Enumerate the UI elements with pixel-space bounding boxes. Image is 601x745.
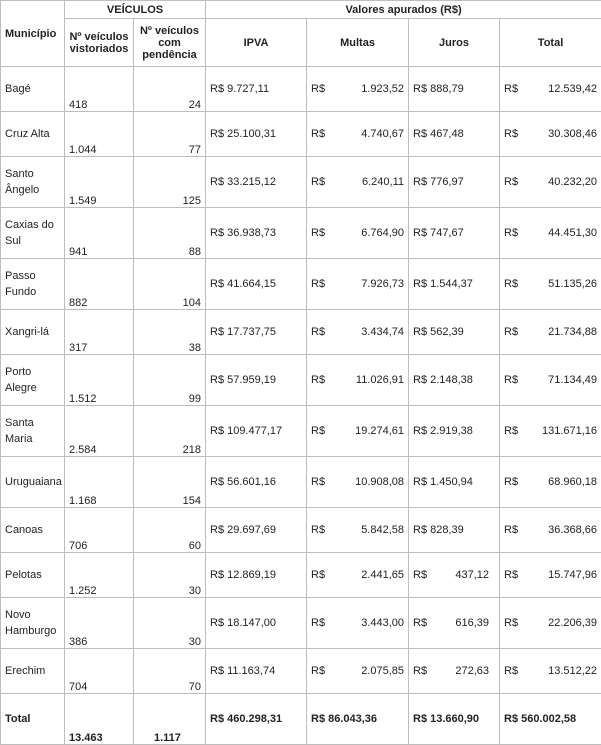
- cell-ipva: [206, 157, 307, 208]
- currency-label: R$: [311, 128, 325, 140]
- cell-value: 4.740,67: [361, 128, 404, 140]
- cell-multas: [307, 67, 409, 112]
- cell-vistoriados: 1.512: [65, 355, 134, 406]
- cell-vistoriados: 2.584: [65, 406, 134, 457]
- currency-label: R$: [504, 617, 518, 629]
- currency-label: R$: [504, 83, 518, 95]
- currency-label: R$: [504, 476, 518, 488]
- table-row: [1, 259, 601, 310]
- cell-ipva: [206, 457, 307, 508]
- cell-juros: [409, 508, 500, 553]
- cell-value: 29.697,69: [227, 524, 276, 536]
- currency-label: R$: [413, 617, 427, 629]
- cell-total: [500, 355, 601, 406]
- cell-value: 40.232,20: [548, 176, 597, 188]
- cell-vistoriados: 704: [65, 649, 134, 694]
- cell-vistoriados: 941: [65, 208, 134, 259]
- cell-value: 7.926,73: [361, 278, 404, 290]
- header-multas: Multas: [307, 19, 409, 67]
- currency-label: R$: [413, 713, 427, 725]
- cell-multas: [307, 355, 409, 406]
- currency-label: R$: [413, 128, 427, 140]
- cell-juros: [409, 598, 500, 649]
- cell-value: 19.274,61: [355, 425, 404, 437]
- currency-label: R$: [413, 569, 427, 581]
- cell-ipva: [206, 259, 307, 310]
- cell-value: 57.959,19: [227, 374, 276, 386]
- header-municipio: Município: [1, 1, 65, 67]
- currency-label: R$: [311, 176, 325, 188]
- currency-label: R$: [413, 425, 427, 437]
- cell-municipio: Santo Ângelo: [1, 157, 65, 208]
- cell-value: 71.134,49: [548, 374, 597, 386]
- cell-vistoriados: 1.044: [65, 112, 134, 157]
- cell-vistoriados: 1.168: [65, 457, 134, 508]
- cell-municipio: Pelotas: [1, 553, 65, 598]
- cell-juros: [409, 355, 500, 406]
- table-row: [1, 598, 601, 649]
- cell-total: [500, 208, 601, 259]
- currency-label: R$: [504, 425, 518, 437]
- cell-ipva: [206, 208, 307, 259]
- currency-label: R$: [210, 374, 224, 386]
- cell-municipio: Canoas: [1, 508, 65, 553]
- currency-label: R$: [413, 176, 427, 188]
- cell-ipva: [206, 112, 307, 157]
- currency-label: R$: [210, 425, 224, 437]
- cell-ipva: [206, 355, 307, 406]
- cell-value: 11.026,91: [356, 374, 404, 386]
- cell-municipio: Bagé: [1, 67, 65, 112]
- cell-value: 3.443,00: [361, 617, 404, 629]
- currency-label: R$: [311, 665, 325, 677]
- cell-pendencia: 104: [134, 259, 206, 310]
- cell-total: [500, 310, 601, 355]
- table-row: [1, 112, 601, 157]
- cell-pendencia: 30: [134, 598, 206, 649]
- cell-value: 33.215,12: [227, 176, 276, 188]
- cell-value: 2.919,38: [430, 425, 473, 437]
- cell-pendencia: 70: [134, 649, 206, 694]
- cell-municipio: Porto Alegre: [1, 355, 65, 406]
- currency-label: R$: [210, 128, 224, 140]
- currency-label: R$: [413, 524, 427, 536]
- cell-ipva: [206, 598, 307, 649]
- cell-value: 828,39: [430, 524, 464, 536]
- header-juros: Juros: [409, 19, 500, 67]
- header-veiculos: VEÍCULOS: [65, 1, 206, 19]
- currency-label: R$: [311, 278, 325, 290]
- currency-label: R$: [311, 227, 325, 239]
- currency-label: R$: [210, 326, 224, 338]
- cell-juros: [409, 67, 500, 112]
- currency-label: R$: [210, 713, 224, 725]
- cell-total: [500, 553, 601, 598]
- cell-pendencia: 60: [134, 508, 206, 553]
- cell-pendencia: 30: [134, 553, 206, 598]
- cell-value: 109.477,17: [227, 425, 282, 437]
- cell-multas: [307, 310, 409, 355]
- currency-label: R$: [504, 713, 518, 725]
- cell-value: 15.747,96: [548, 569, 597, 581]
- cell-ipva: [206, 406, 307, 457]
- table-row: [1, 67, 601, 112]
- header-ipva: IPVA: [206, 19, 307, 67]
- currency-label: R$: [311, 425, 325, 437]
- cell-multas: [307, 598, 409, 649]
- cell-value: 1.544,37: [430, 278, 473, 290]
- cell-multas: [307, 553, 409, 598]
- cell-value: 17.737,75: [227, 326, 276, 338]
- cell-vistoriados: 386: [65, 598, 134, 649]
- totals-juros: R$ 13.660,90: [409, 694, 500, 745]
- table-row: [1, 157, 601, 208]
- currency-label: R$: [210, 569, 224, 581]
- cell-value: 11.163,74: [227, 665, 275, 677]
- currency-label: R$: [210, 83, 224, 95]
- cell-total: [500, 112, 601, 157]
- cell-pendencia: 88: [134, 208, 206, 259]
- totals-total: R$ 560.002,58: [500, 694, 601, 745]
- cell-vistoriados: 882: [65, 259, 134, 310]
- cell-juros: [409, 259, 500, 310]
- cell-value: 2.075,85: [361, 665, 404, 677]
- cell-juros: [409, 310, 500, 355]
- cell-vistoriados: 418: [65, 67, 134, 112]
- cell-value: 272,63: [455, 665, 489, 677]
- cell-municipio: Caxias do Sul: [1, 208, 65, 259]
- cell-juros: [409, 157, 500, 208]
- table-row: [1, 457, 601, 508]
- table-row: [1, 208, 601, 259]
- currency-label: R$: [504, 128, 518, 140]
- cell-multas: [307, 649, 409, 694]
- currency-label: R$: [413, 326, 427, 338]
- currency-label: R$: [413, 227, 427, 239]
- cell-vistoriados: 706: [65, 508, 134, 553]
- totals-multas: R$ 86.043,36: [307, 694, 409, 745]
- cell-value: 36.938,73: [227, 227, 276, 239]
- currency-label: R$: [504, 227, 518, 239]
- header-vistoriados: Nº veículos vistoriados: [65, 19, 134, 67]
- cell-total: [500, 157, 601, 208]
- currency-label: R$: [311, 713, 325, 725]
- cell-value: 562,39: [430, 326, 464, 338]
- cell-pendencia: 24: [134, 67, 206, 112]
- totals-vistoriados: 13.463: [65, 694, 134, 745]
- cell-ipva: [206, 553, 307, 598]
- table-row: [1, 553, 601, 598]
- currency-label: R$: [413, 374, 427, 386]
- currency-label: R$: [210, 176, 224, 188]
- currency-label: R$: [210, 524, 224, 536]
- cell-value: 21.734,88: [548, 326, 597, 338]
- cell-pendencia: 218: [134, 406, 206, 457]
- currency-label: R$: [413, 665, 427, 677]
- currency-label: R$: [311, 524, 325, 536]
- currency-label: R$: [210, 476, 224, 488]
- cell-value: 131.671,16: [542, 425, 597, 437]
- totals-ipva: R$ 460.298,31: [206, 694, 307, 745]
- cell-juros: [409, 406, 500, 457]
- cell-vistoriados: 317: [65, 310, 134, 355]
- header-total: Total: [500, 19, 601, 67]
- currency-label: R$: [504, 524, 518, 536]
- cell-value: 2.441,65: [361, 569, 404, 581]
- currency-label: R$: [311, 374, 325, 386]
- cell-value: 10.908,08: [355, 476, 404, 488]
- currency-label: R$: [311, 326, 325, 338]
- cell-multas: [307, 406, 409, 457]
- currency-label: R$: [413, 83, 427, 95]
- cell-ipva: [206, 649, 307, 694]
- cell-value: 437,12: [455, 569, 489, 581]
- cell-juros: [409, 553, 500, 598]
- cell-value: 12.539,42: [548, 83, 597, 95]
- table-row: [1, 355, 601, 406]
- currency-label: R$: [311, 617, 325, 629]
- totals-pendencia: 1.117: [134, 694, 206, 745]
- currency-label: R$: [504, 176, 518, 188]
- cell-municipio: Cruz Alta: [1, 112, 65, 157]
- totals-label: Total: [1, 694, 65, 745]
- cell-multas: [307, 508, 409, 553]
- currency-label: R$: [311, 83, 325, 95]
- cell-municipio: Xangri-lá: [1, 310, 65, 355]
- table-row: [1, 508, 601, 553]
- cell-value: 51.135,26: [548, 278, 597, 290]
- cell-value: 616,39: [455, 617, 489, 629]
- cell-municipio: Santa Maria: [1, 406, 65, 457]
- cell-pendencia: 99: [134, 355, 206, 406]
- cell-value: 56.601,16: [227, 476, 276, 488]
- cell-juros: [409, 208, 500, 259]
- cell-ipva: [206, 67, 307, 112]
- totals-row: [1, 694, 601, 745]
- currency-label: R$: [504, 374, 518, 386]
- cell-multas: [307, 157, 409, 208]
- currency-label: R$: [210, 617, 224, 629]
- cell-value: 36.368,66: [548, 524, 597, 536]
- cell-value: 44.451,30: [548, 227, 597, 239]
- cell-municipio: Uruguaiana: [1, 457, 65, 508]
- cell-pendencia: 38: [134, 310, 206, 355]
- cell-total: [500, 259, 601, 310]
- cell-multas: [307, 259, 409, 310]
- cell-juros: [409, 112, 500, 157]
- header-pendencia: Nº veículos com pendência: [134, 19, 206, 67]
- cell-total: [500, 649, 601, 694]
- cell-value: 5.842,58: [361, 524, 404, 536]
- cell-value: 467,48: [430, 128, 464, 140]
- cell-vistoriados: 1.549: [65, 157, 134, 208]
- table-row: [1, 310, 601, 355]
- cell-ipva: [206, 508, 307, 553]
- cell-vistoriados: 1.252: [65, 553, 134, 598]
- cell-multas: [307, 457, 409, 508]
- cell-municipio: Novo Hamburgo: [1, 598, 65, 649]
- currency-label: R$: [311, 569, 325, 581]
- currency-label: R$: [504, 326, 518, 338]
- cell-juros: [409, 457, 500, 508]
- currency-label: R$: [413, 278, 427, 290]
- currency-label: R$: [504, 665, 518, 677]
- cell-value: 41.664,15: [227, 278, 276, 290]
- cell-value: 1.450,94: [430, 476, 473, 488]
- currency-label: R$: [210, 665, 224, 677]
- currency-label: R$: [504, 278, 518, 290]
- cell-value: 6.764,90: [361, 227, 404, 239]
- currency-label: R$: [413, 476, 427, 488]
- cell-municipio: Erechim: [1, 649, 65, 694]
- cell-value: 747,67: [430, 227, 464, 239]
- currency-label: R$: [504, 569, 518, 581]
- cell-value: 25.100,31: [227, 128, 276, 140]
- cell-value: 9.727,11: [227, 83, 269, 95]
- cell-total: [500, 406, 601, 457]
- table-body: [1, 67, 601, 694]
- cell-ipva: [206, 310, 307, 355]
- header-valores: Valores apurados (R$): [206, 1, 601, 19]
- cell-value: 1.923,52: [361, 83, 404, 95]
- cell-value: 12.869,19: [227, 569, 276, 581]
- cell-value: 13.512,22: [548, 665, 597, 677]
- cell-pendencia: 154: [134, 457, 206, 508]
- cell-total: [500, 67, 601, 112]
- cell-pendencia: 125: [134, 157, 206, 208]
- cell-pendencia: 77: [134, 112, 206, 157]
- cell-total: [500, 457, 601, 508]
- cell-value: 68.960,18: [548, 476, 597, 488]
- cell-municipio: Passo Fundo: [1, 259, 65, 310]
- currency-label: R$: [311, 476, 325, 488]
- cell-value: 888,79: [430, 83, 464, 95]
- table-row: [1, 649, 601, 694]
- currency-label: R$: [210, 278, 224, 290]
- cell-value: 30.308,46: [548, 128, 597, 140]
- cell-value: 22.206,39: [548, 617, 597, 629]
- cell-value: 6.240,11: [362, 176, 404, 188]
- currency-label: R$: [210, 227, 224, 239]
- cell-value: 18.147,00: [227, 617, 276, 629]
- cell-total: [500, 508, 601, 553]
- cell-value: 2.148,38: [430, 374, 473, 386]
- cell-multas: [307, 208, 409, 259]
- cell-juros: [409, 649, 500, 694]
- cell-value: 776,97: [430, 176, 464, 188]
- table-row: [1, 406, 601, 457]
- cell-total: [500, 598, 601, 649]
- cell-value: 3.434,74: [361, 326, 404, 338]
- cell-multas: [307, 112, 409, 157]
